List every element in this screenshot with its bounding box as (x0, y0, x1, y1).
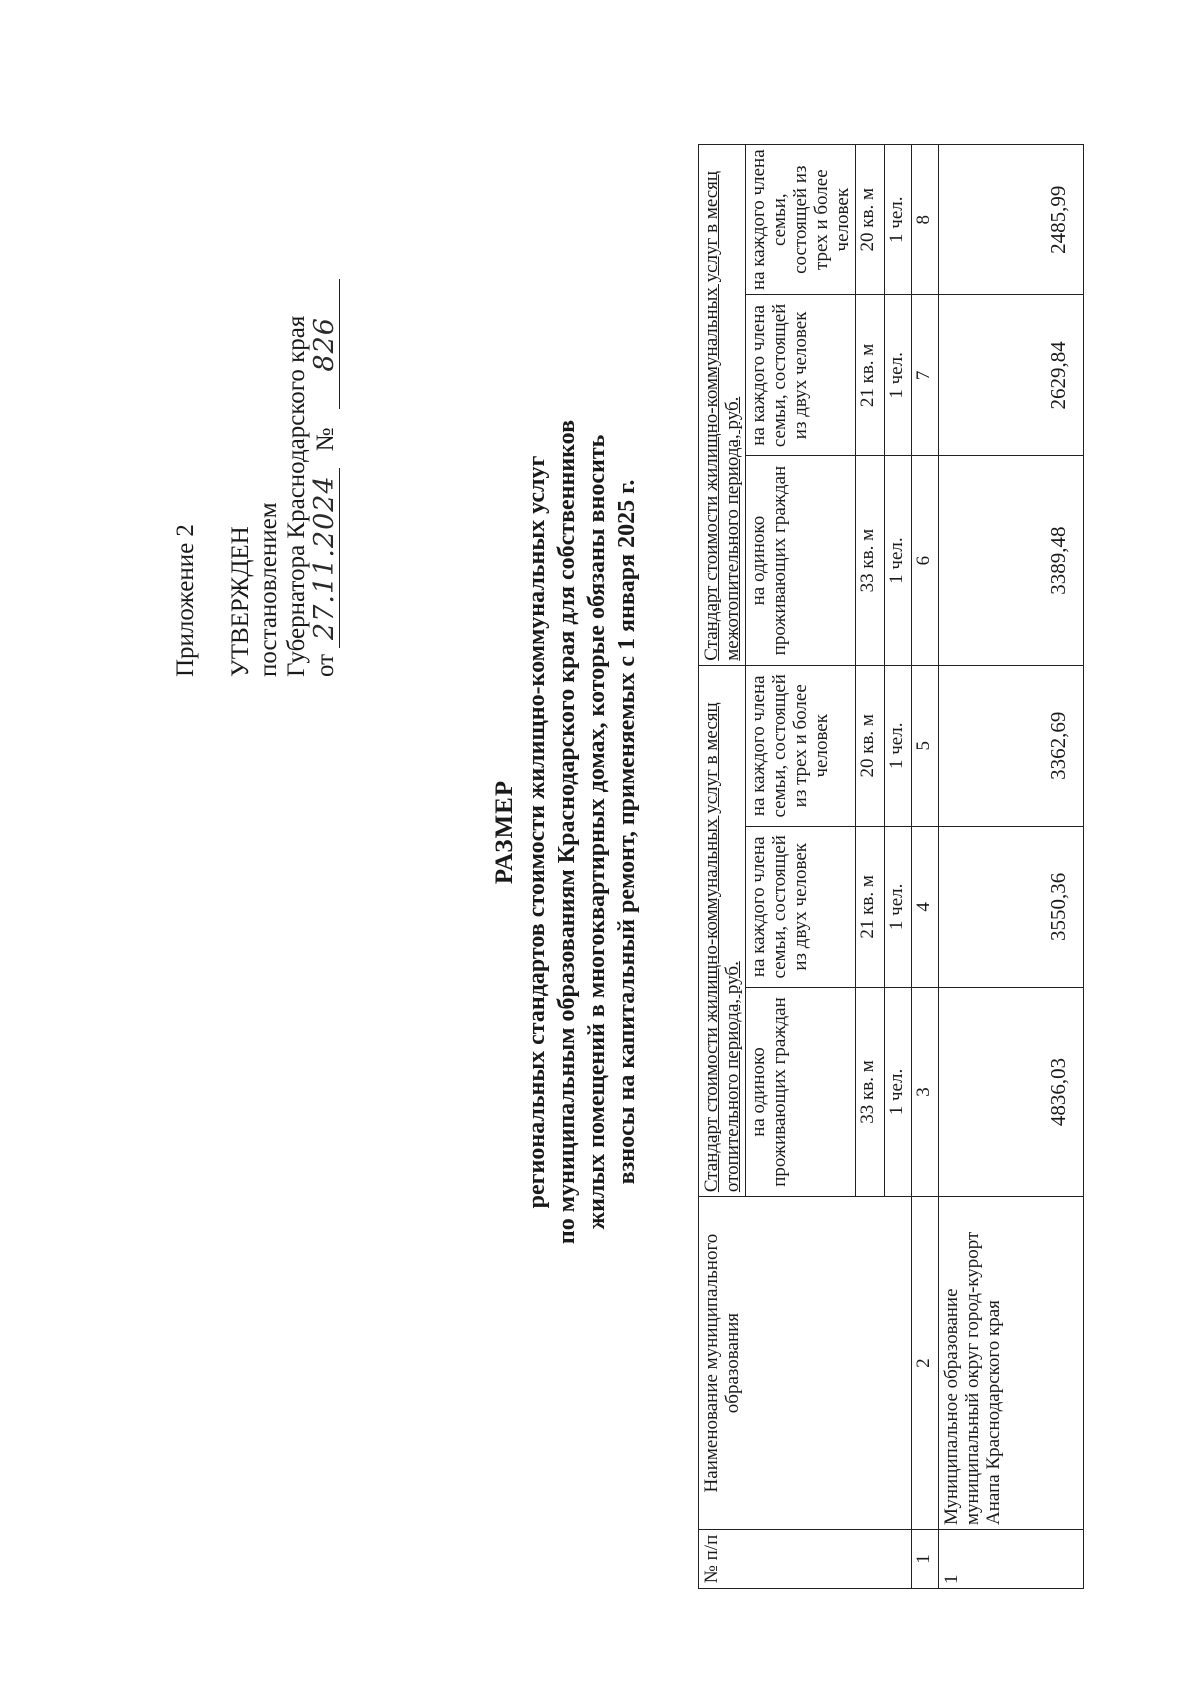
handwritten-number: 826 (311, 279, 340, 409)
handwritten-date: 27.11.2024 (311, 468, 340, 648)
appendix-label: Приложение 2 (172, 524, 199, 677)
header-name: Наименование муниципального образования (699, 1197, 912, 1530)
approval-block (172, 279, 340, 677)
governor-label: Губернатора Краснодарского края (283, 315, 310, 677)
header-sub: на каждого члена семьи, состоящей из двух человек (746, 826, 856, 987)
header-row-groups (699, 145, 746, 1589)
header-no: № п/п (699, 1529, 912, 1588)
header-sub: на каждого члена семьи, состоящей из трех и более человек (746, 665, 856, 826)
row-value: 3389,48 (939, 456, 1084, 665)
header-persons: 1 чел. (885, 665, 912, 826)
row-value: 2629,84 (939, 295, 1084, 456)
column-index: 2 (912, 1197, 939, 1530)
header-non-heating-period-text: Стандарт стоимости жилищно-коммунальных услуг в месяц межотопительного периода, руб. (701, 170, 743, 661)
header-area: 33 кв. м (856, 987, 885, 1196)
column-index: 4 (912, 826, 939, 987)
approved-label: УТВЕРЖДЕН (227, 526, 254, 677)
header-heating-period (699, 665, 746, 1196)
title-line: взносы на капитальный ремонт, применяемых с 1 января 2025 г. (614, 479, 640, 1185)
header-persons: 1 чел. (885, 987, 912, 1196)
date-number-line (311, 279, 340, 677)
row-value: 4836,03 (939, 987, 1084, 1196)
column-index: 7 (912, 295, 939, 456)
column-index: 1 (912, 1529, 939, 1588)
document-title (490, 327, 642, 1337)
header-non-heating-period (699, 145, 746, 666)
header-sub: на одиноко проживающих граждан (746, 987, 856, 1196)
column-index: 5 (912, 665, 939, 826)
header-sub: на каждого члена семьи, состоящей из двух человек (746, 295, 856, 456)
header-area: 21 кв. м (856, 826, 885, 987)
title-main: РАЗМЕР (491, 779, 518, 885)
title-line: жилых помещений в многоквартирных домах, которые обязаны вносить (584, 434, 610, 1230)
standards-table (698, 144, 1084, 1589)
header-persons: 1 чел. (885, 295, 912, 456)
header-row-indices (912, 145, 939, 1589)
header-persons: 1 чел. (885, 826, 912, 987)
row-value: 2485,99 (939, 145, 1084, 295)
row-name: Муниципальное образование муниципальный округ город-курорт Анапа Краснодарского края (939, 1197, 1084, 1530)
column-index: 3 (912, 987, 939, 1196)
header-sub: на каждого члена семьи, состоящей из трех и более человек (746, 145, 856, 295)
column-index: 8 (912, 145, 939, 295)
header-sub: на одиноко проживающих граждан (746, 456, 856, 665)
title-line: региональных стандартов стоимости жилищно-коммунальных услуг (524, 455, 550, 1209)
date-prefix: от (312, 653, 339, 677)
header-area: 20 кв. м (856, 145, 885, 295)
resolution-label: постановлением (255, 502, 282, 677)
header-area: 20 кв. м (856, 665, 885, 826)
table-row (939, 145, 1084, 1589)
number-sign: № (312, 427, 339, 452)
column-index: 6 (912, 456, 939, 665)
row-value: 3362,69 (939, 665, 1084, 826)
row-value: 3550,36 (939, 826, 1084, 987)
header-persons: 1 чел. (885, 145, 912, 295)
header-heating-period-text: Стандарт стоимости жилищно-коммунальных услуг в месяц отопительного периода, руб. (701, 702, 743, 1193)
header-persons: 1 чел. (885, 456, 912, 665)
header-area: 21 кв. м (856, 295, 885, 456)
header-area: 33 кв. м (856, 456, 885, 665)
row-no: 1 (939, 1529, 1084, 1588)
title-line: по муниципальным образованиям Краснодарского края для собственников (554, 419, 580, 1245)
